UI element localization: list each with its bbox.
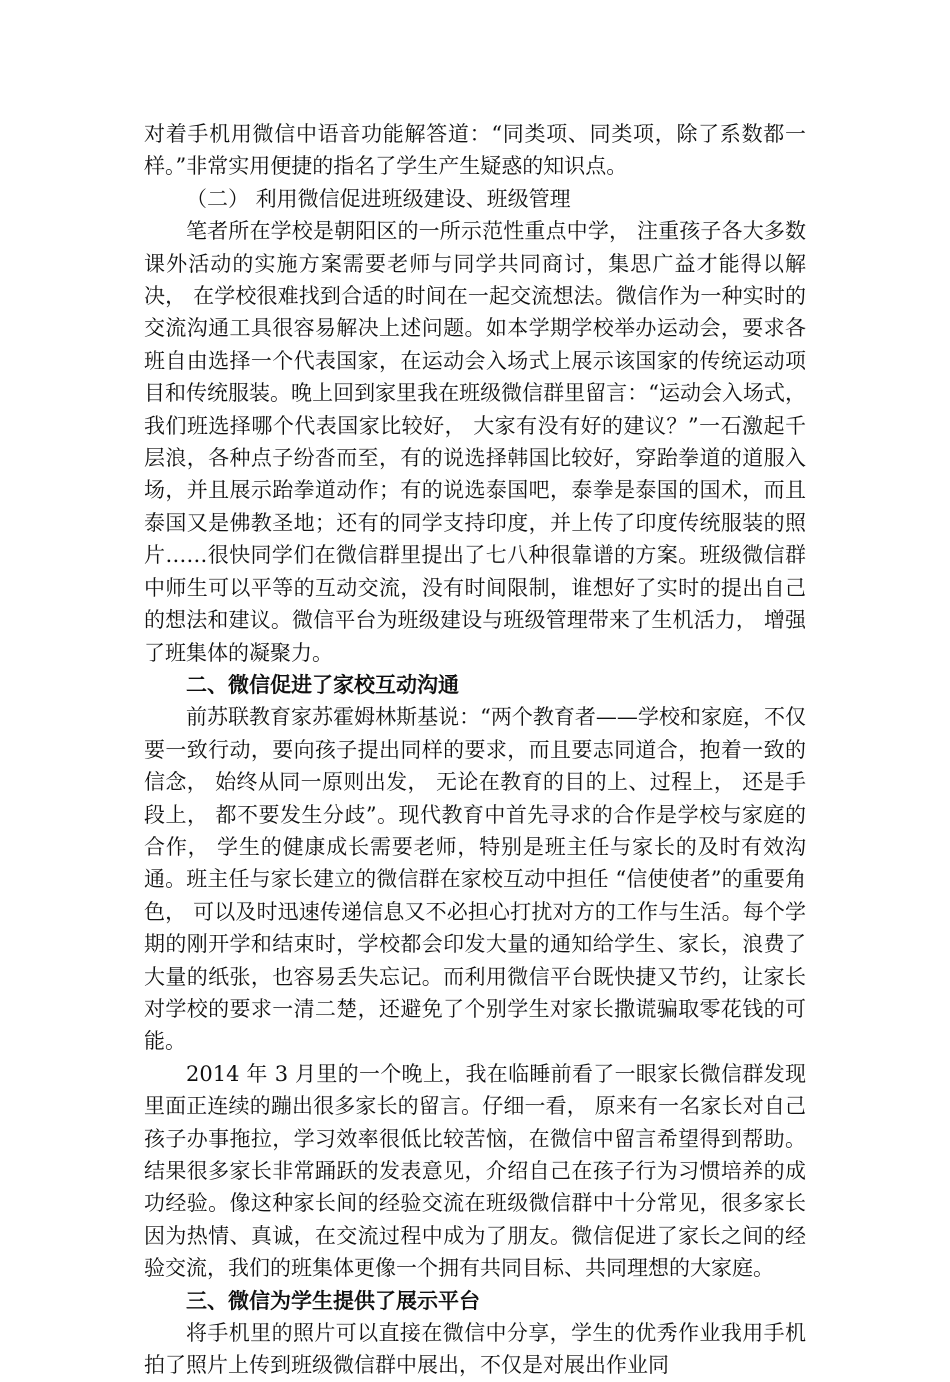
section-heading-display-platform: 三、微信为学生提供了展示平台 — [186, 1287, 480, 1313]
section-heading-home-school: 二、微信促进了家校互动沟通 — [186, 671, 459, 697]
paragraph-photo-sharing: 将手机里的照片可以直接在微信中分享，学生的优秀作业我用手机拍了照片上传到班级微信群中展出，不仅是对展出作业同 — [144, 1321, 806, 1378]
subheading-class-management: （二） 利用微信促进班级建设、班级管理 — [186, 186, 571, 211]
paragraph-parents-group: 2014 年 3 月里的一个晚上，我在临睡前看了一眼家长微信群发现里面正连续的蹦出很多家长的留言。仔细一看， 原来有一名家长对自己孩子办事拖拉，学习效率很低比较苦恼，在微信中留言希望得到帮助。结果很多家长非常踊跃的发表意见，介绍自己在孩子行为习惯培养的成功经验。像这种家长间的经验交流在班级微信群中十分常见，很多家长因为热情、真诚，在交流过程中成为了朋友。微信促进了家长之间的经验交流，我们的班集体更像一个拥有共同目标、共同理想的大家庭。 — [144, 1061, 806, 1281]
document-page — [144, 118, 806, 1382]
paragraph-sukhomlinsky: 前苏联教育家苏霍姆林斯基说：“两个教育者——学校和家庭，不仅要一致行动，要向孩子提出同样的要求，而且要志同道合，抱着一致的信念， 始终从同一原则出发， 无论在教育的目的上、过程上， 还是手段上， 都不要发生分歧”。现代教育中首先寻求的合作是学校与家庭的合作， 学生的健康成长需要老师，特别是班主任与家长的及时有效沟通。班主任与家长建立的微信群在家校互动中担任 “信使使者”的重要角色， 可以及时迅速传递信息又不必担心打扰对方的工作与生活。每个学期的刚开学和结束时，学校都会印发大量的通知给学生、家长，浪费了大量的纸张，也容易丢失忘记。而利用微信平台既快捷又节约，让家长对学校的要求一清二楚，还避免了个别学生对家长撒谎骗取零花钱的可能。 — [144, 705, 806, 1054]
paragraph-continuation: 对着手机用微信中语音功能解答道：“同类项、同类项，除了系数都一样。”非常实用便捷的指名了学生产生疑惑的知识点。 — [144, 122, 806, 179]
paragraph-sports-meeting: 笔者所在学校是朝阳区的一所示范性重点中学， 注重孩子各大多数课外活动的实施方案需要老师与同学共同商讨，集思广益才能得以解决， 在学校很难找到合适的时间在一起交流想法。微信作为一种实时的交流沟通工具很容易解决上述问题。如本学期学校举办运动会，要求各班自由选择一个代表国家，在运动会入场式上展示该国家的传统运动项目和传统服装。晚上回到家里我在班级微信群里留言：“运动会入场式， 我们班选择哪个代表国家比较好， 大家有没有好的建议？”一石激起千层浪，各种点子纷沓而至，有的说选择韩国比较好，穿跆拳道的道服入场，并且展示跆拳道动作；有的说选泰国吧，泰拳是泰国的国术，而且泰国又是佛教圣地；还有的同学支持印度，并上传了印度传统服装的照片……很快同学们在微信群里提出了七八种很靠谱的方案。班级微信群中师生可以平等的互动交流，没有时间限制，谁想好了实时的提出自己的想法和建议。微信平台为班级建设与班级管理带来了生机活力， 增强了班集体的凝聚力。 — [144, 219, 806, 665]
